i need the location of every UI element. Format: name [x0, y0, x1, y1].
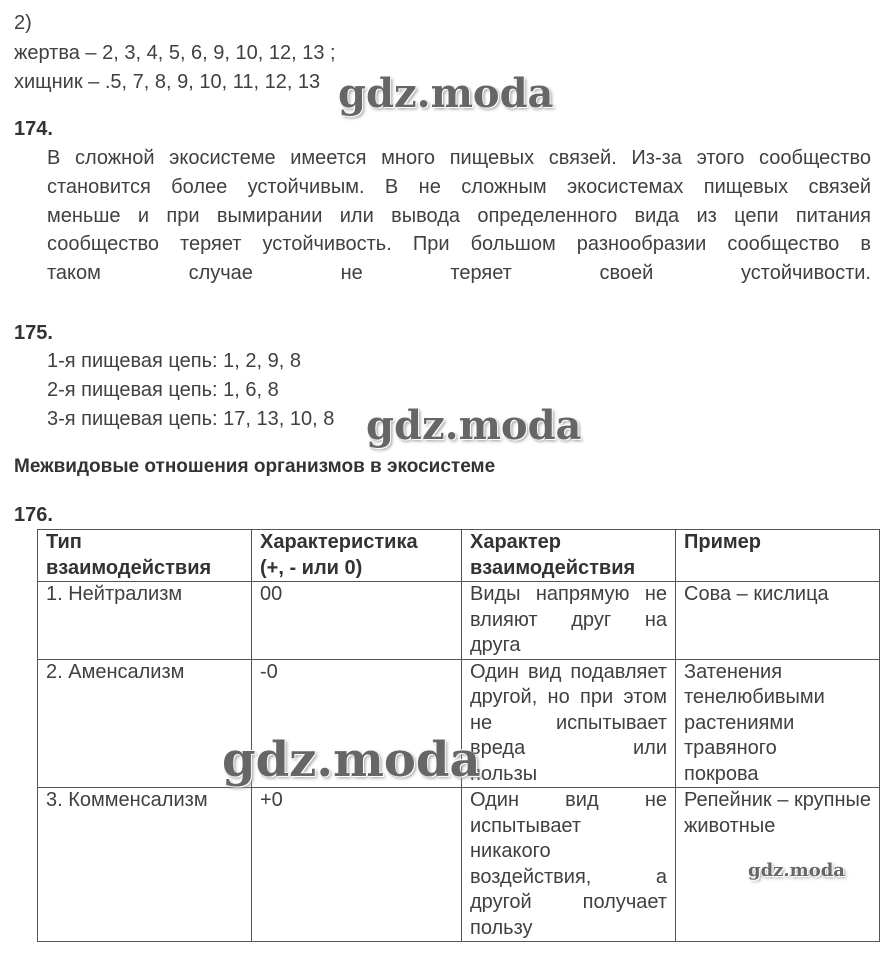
watermark-logo: gdz.moda [222, 732, 481, 788]
food-chain-2: 2-я пищевая цепь: 1, 6, 8 [47, 379, 279, 401]
food-chain-3: 3-я пищевая цепь: 17, 13, 10, 8 [47, 408, 335, 430]
cell-nature: Один вид подавляет другой, но при этом не испытывает вреда или пользы [462, 659, 676, 788]
cell-characteristic: +0 [252, 788, 462, 942]
watermark-logo: gdz.moda [366, 402, 582, 449]
section-2-label: 2) [14, 12, 32, 34]
paragraph-line: таком случае не теряет своей устойчивости. [47, 262, 871, 285]
task-174-paragraph [47, 144, 871, 288]
task-176-number: 176. [14, 504, 53, 526]
cell-nature: Виды напрямую не влияют друг на друга [462, 582, 676, 660]
cell-example: Сова – кислица [676, 582, 880, 660]
paragraph-line: становится более устойчивым. В не сложным экосистемах пищевых связей [47, 175, 871, 198]
header-nature: Характер взаимодействия [462, 530, 676, 582]
paragraph-line: В сложной экосистеме имеется много пищевых связей. Из-за этого сообщество [47, 147, 871, 169]
paragraph-line: сообщество теряет устойчивость. При большом разнообразии сообщество в [47, 233, 871, 256]
prey-list: жертва – 2, 3, 4, 5, 6, 9, 10, 12, 13 ; [14, 42, 336, 64]
task-174-number: 174. [14, 118, 53, 140]
cell-type: 2. Аменсализм [38, 659, 252, 788]
watermark-logo: gdz.moda [748, 860, 845, 881]
cell-characteristic: 00 [252, 582, 462, 660]
header-characteristic: Характеристика (+, - или 0) [252, 530, 462, 582]
paragraph-line: меньше и при вымирании или вывода определенного вида из цепи питания [47, 204, 871, 227]
header-example: Пример [676, 530, 880, 582]
watermark-logo: gdz.moda [338, 70, 554, 117]
table-row [38, 582, 880, 660]
task-175-number: 175. [14, 322, 53, 344]
cell-characteristic: -0 [252, 659, 462, 788]
section-heading: Межвидовые отношения организмов в экосистеме [14, 456, 496, 477]
predator-list: хищник – .5, 7, 8, 9, 10, 11, 12, 13 [14, 71, 321, 93]
cell-type: 3. Комменсализм [38, 788, 252, 942]
cell-nature: Один вид не испытывает никакого воздействия, а другой получает пользу [462, 788, 676, 942]
header-type: Тип взаимодействия [38, 530, 252, 582]
table-header-row [38, 530, 880, 582]
food-chain-1: 1-я пищевая цепь: 1, 2, 9, 8 [47, 350, 301, 372]
cell-type: 1. Нейтрализм [38, 582, 252, 660]
cell-example: Репейник – крупные животные [676, 788, 880, 942]
cell-example: Затенения тенелюбивыми растениями травяного покрова [676, 659, 880, 788]
